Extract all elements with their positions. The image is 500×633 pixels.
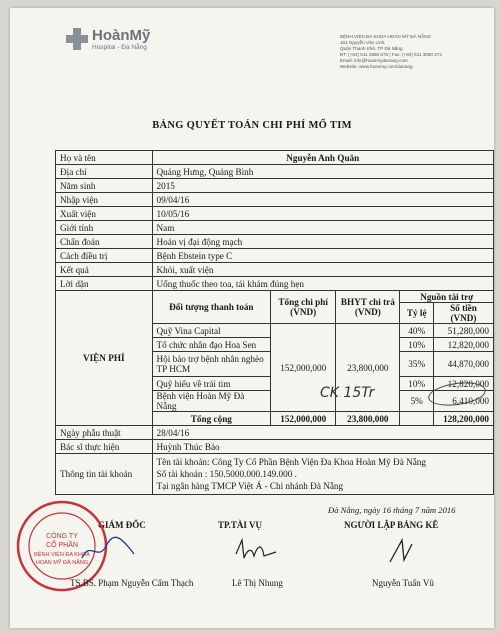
- preparer-title: NGƯỜI LẬP BẢNG KÊ: [344, 520, 439, 530]
- payer-cell: Bệnh viện Hoàn Mỹ Đà Nẵng: [152, 391, 271, 412]
- row-value: Huỳnh Thúc Bảo: [152, 440, 493, 454]
- row-value: Hoán vị đại động mạch: [152, 235, 493, 249]
- row-label: Lời dặn: [56, 277, 153, 291]
- row-label: Họ và tên: [56, 151, 153, 165]
- document-page: [10, 8, 494, 628]
- svg-text:HOÀN MỸ ĐÀ NẴNG: HOÀN MỸ ĐÀ NẴNG: [35, 560, 89, 566]
- bank-branch: Tại ngân hàng TMCP Việt Á - Chi nhánh Đà Nẵng: [156, 481, 344, 491]
- finance-name: Lê Thị Nhung: [232, 578, 283, 588]
- bank-account-name: Tên tài khoản: Công Ty Cổ Phần Bệnh Viện Đa Khoa Hoàn Mỹ Đà Nẵng: [156, 457, 426, 467]
- row-value: 10/05/16: [152, 207, 493, 221]
- settlement-table: [55, 150, 494, 495]
- amount-cell: 12,820,000: [433, 377, 493, 391]
- row-label: Bác sĩ thực hiện: [56, 440, 153, 454]
- fee-section-label: VIỆN PHÍ: [56, 291, 153, 426]
- rate-cell: 10%: [400, 338, 433, 352]
- handwritten-note: CK 15Tr: [320, 385, 375, 401]
- rate-cell: 5%: [400, 391, 433, 412]
- row-value: Quảng Hưng, Quảng Bình: [152, 165, 493, 179]
- finance-title: TP.TÀI VỤ: [218, 520, 263, 530]
- hospital-address: BỆNH VIỆN ĐA KHOA HOÀN MỸ ĐÀ NẴNG 161 Nguyễn Văn Linh, Quận Thanh Khê, TP Đà Nẵng ĐT: (+84) 511 3650 676 | Fax: (+84) 511 3650 272 Email: info@hoanmydanang.com Website: www.hoanmy.com/danang: [340, 34, 442, 69]
- row-label: Kết quả: [56, 263, 153, 277]
- amount-cell: 51,280,000: [433, 324, 493, 338]
- row-label: Ngày phẫu thuật: [56, 426, 153, 440]
- row-label: Cách điều trị: [56, 249, 153, 263]
- document-title: BẢNG QUYẾT TOÁN CHI PHÍ MỔ TIM: [152, 120, 352, 131]
- row-value: Nguyễn Anh Quân: [152, 151, 493, 165]
- preparer-name: Nguyễn Tuấn Vũ: [372, 578, 434, 588]
- amount-cell: 6,410,000: [433, 391, 493, 412]
- payer-cell: Hội bảo trợ bệnh nhân nghèo TP HCM: [152, 352, 271, 377]
- rate-header: Tỷ lệ: [400, 303, 433, 324]
- table-row: [56, 221, 494, 235]
- finance-signature: [232, 534, 282, 568]
- table-row: [56, 426, 494, 440]
- row-value: Bệnh Ebstein type C: [152, 249, 493, 263]
- total-cost-cell: 152,000,000: [271, 324, 336, 412]
- sponsor-header: Nguồn tài trợ: [400, 291, 494, 303]
- table-row: [56, 277, 494, 291]
- amount-cell: 12,820,000: [433, 338, 493, 352]
- svg-text:BỆNH VIỆN ĐA KHOA: BỆNH VIỆN ĐA KHOA: [34, 552, 90, 558]
- payer-cell: Tổ chức nhân đạo Hoa Sen: [152, 338, 271, 352]
- row-value: 09/04/16: [152, 193, 493, 207]
- table-row: [56, 263, 494, 277]
- sum-bhyt: 23,800,000: [336, 412, 400, 426]
- payer-header: Đối tượng thanh toán: [152, 291, 271, 324]
- bank-details: [152, 454, 493, 495]
- bhyt-header: BHYT chi trả (VND): [336, 291, 400, 324]
- row-label: Xuất viện: [56, 207, 153, 221]
- sum-label: Tổng cộng: [152, 412, 271, 426]
- row-label: Nhập viện: [56, 193, 153, 207]
- sum-total: 152,000,000: [271, 412, 336, 426]
- director-title: GIÁM ĐỐC: [98, 520, 146, 530]
- bank-label: Thông tin tài khoản: [56, 454, 153, 495]
- row-label: Giới tính: [56, 221, 153, 235]
- director-signature: [78, 532, 138, 566]
- row-label: Năm sinh: [56, 179, 153, 193]
- cross-icon: [66, 28, 88, 50]
- logo-subtitle: Hospital - Đà Nẵng: [92, 44, 147, 51]
- row-label: Chẩn đoán: [56, 235, 153, 249]
- payer-cell: Quỹ hiểu về trái tim: [152, 377, 271, 391]
- logo-name: HoànMỹ: [92, 27, 151, 44]
- rate-cell: 40%: [400, 324, 433, 338]
- amount-cell: 44,870,000: [433, 352, 493, 377]
- rate-cell: 10%: [400, 377, 433, 391]
- amount-header: Số tiền (VND): [433, 303, 493, 324]
- table-row: [56, 151, 494, 165]
- svg-text:CỔ PHẦN: CỔ PHẦN: [46, 542, 78, 549]
- table-row: [56, 249, 494, 263]
- table-row: [56, 207, 494, 221]
- hospital-logo: [66, 28, 150, 51]
- rate-cell: 35%: [400, 352, 433, 377]
- row-value: Khỏi, xuất viện: [152, 263, 493, 277]
- fee-header-row: [56, 291, 494, 303]
- row-value: Nam: [152, 221, 493, 235]
- sum-amount: 128,200,000: [433, 412, 493, 426]
- bank-row: [56, 454, 494, 495]
- table-row: [56, 235, 494, 249]
- preparer-signature: [382, 534, 422, 568]
- svg-text:CÔNG TY: CÔNG TY: [46, 533, 78, 540]
- bank-account-number: Số tài khoản : 150.5000.000.149.000 .: [156, 469, 297, 479]
- sign-date: Đà Nẵng, ngày 16 tháng 7 năm 2016: [328, 505, 456, 515]
- table-row: [56, 179, 494, 193]
- row-value: 2015: [152, 179, 493, 193]
- table-row: [56, 165, 494, 179]
- row-value: 28/04/16: [152, 426, 493, 440]
- director-name: TS.BS. Phạm Nguyễn Cẩm Thạch: [70, 578, 194, 588]
- row-value: Uống thuốc theo toa, tái khám đúng hẹn: [152, 277, 493, 291]
- table-row: [56, 193, 494, 207]
- payer-cell: Quỹ Vina Capital: [152, 324, 271, 338]
- bhyt-cell: 23,800,000: [336, 324, 400, 412]
- row-label: Địa chỉ: [56, 165, 153, 179]
- total-cost-header: Tổng chi phí (VND): [271, 291, 336, 324]
- table-row: [56, 440, 494, 454]
